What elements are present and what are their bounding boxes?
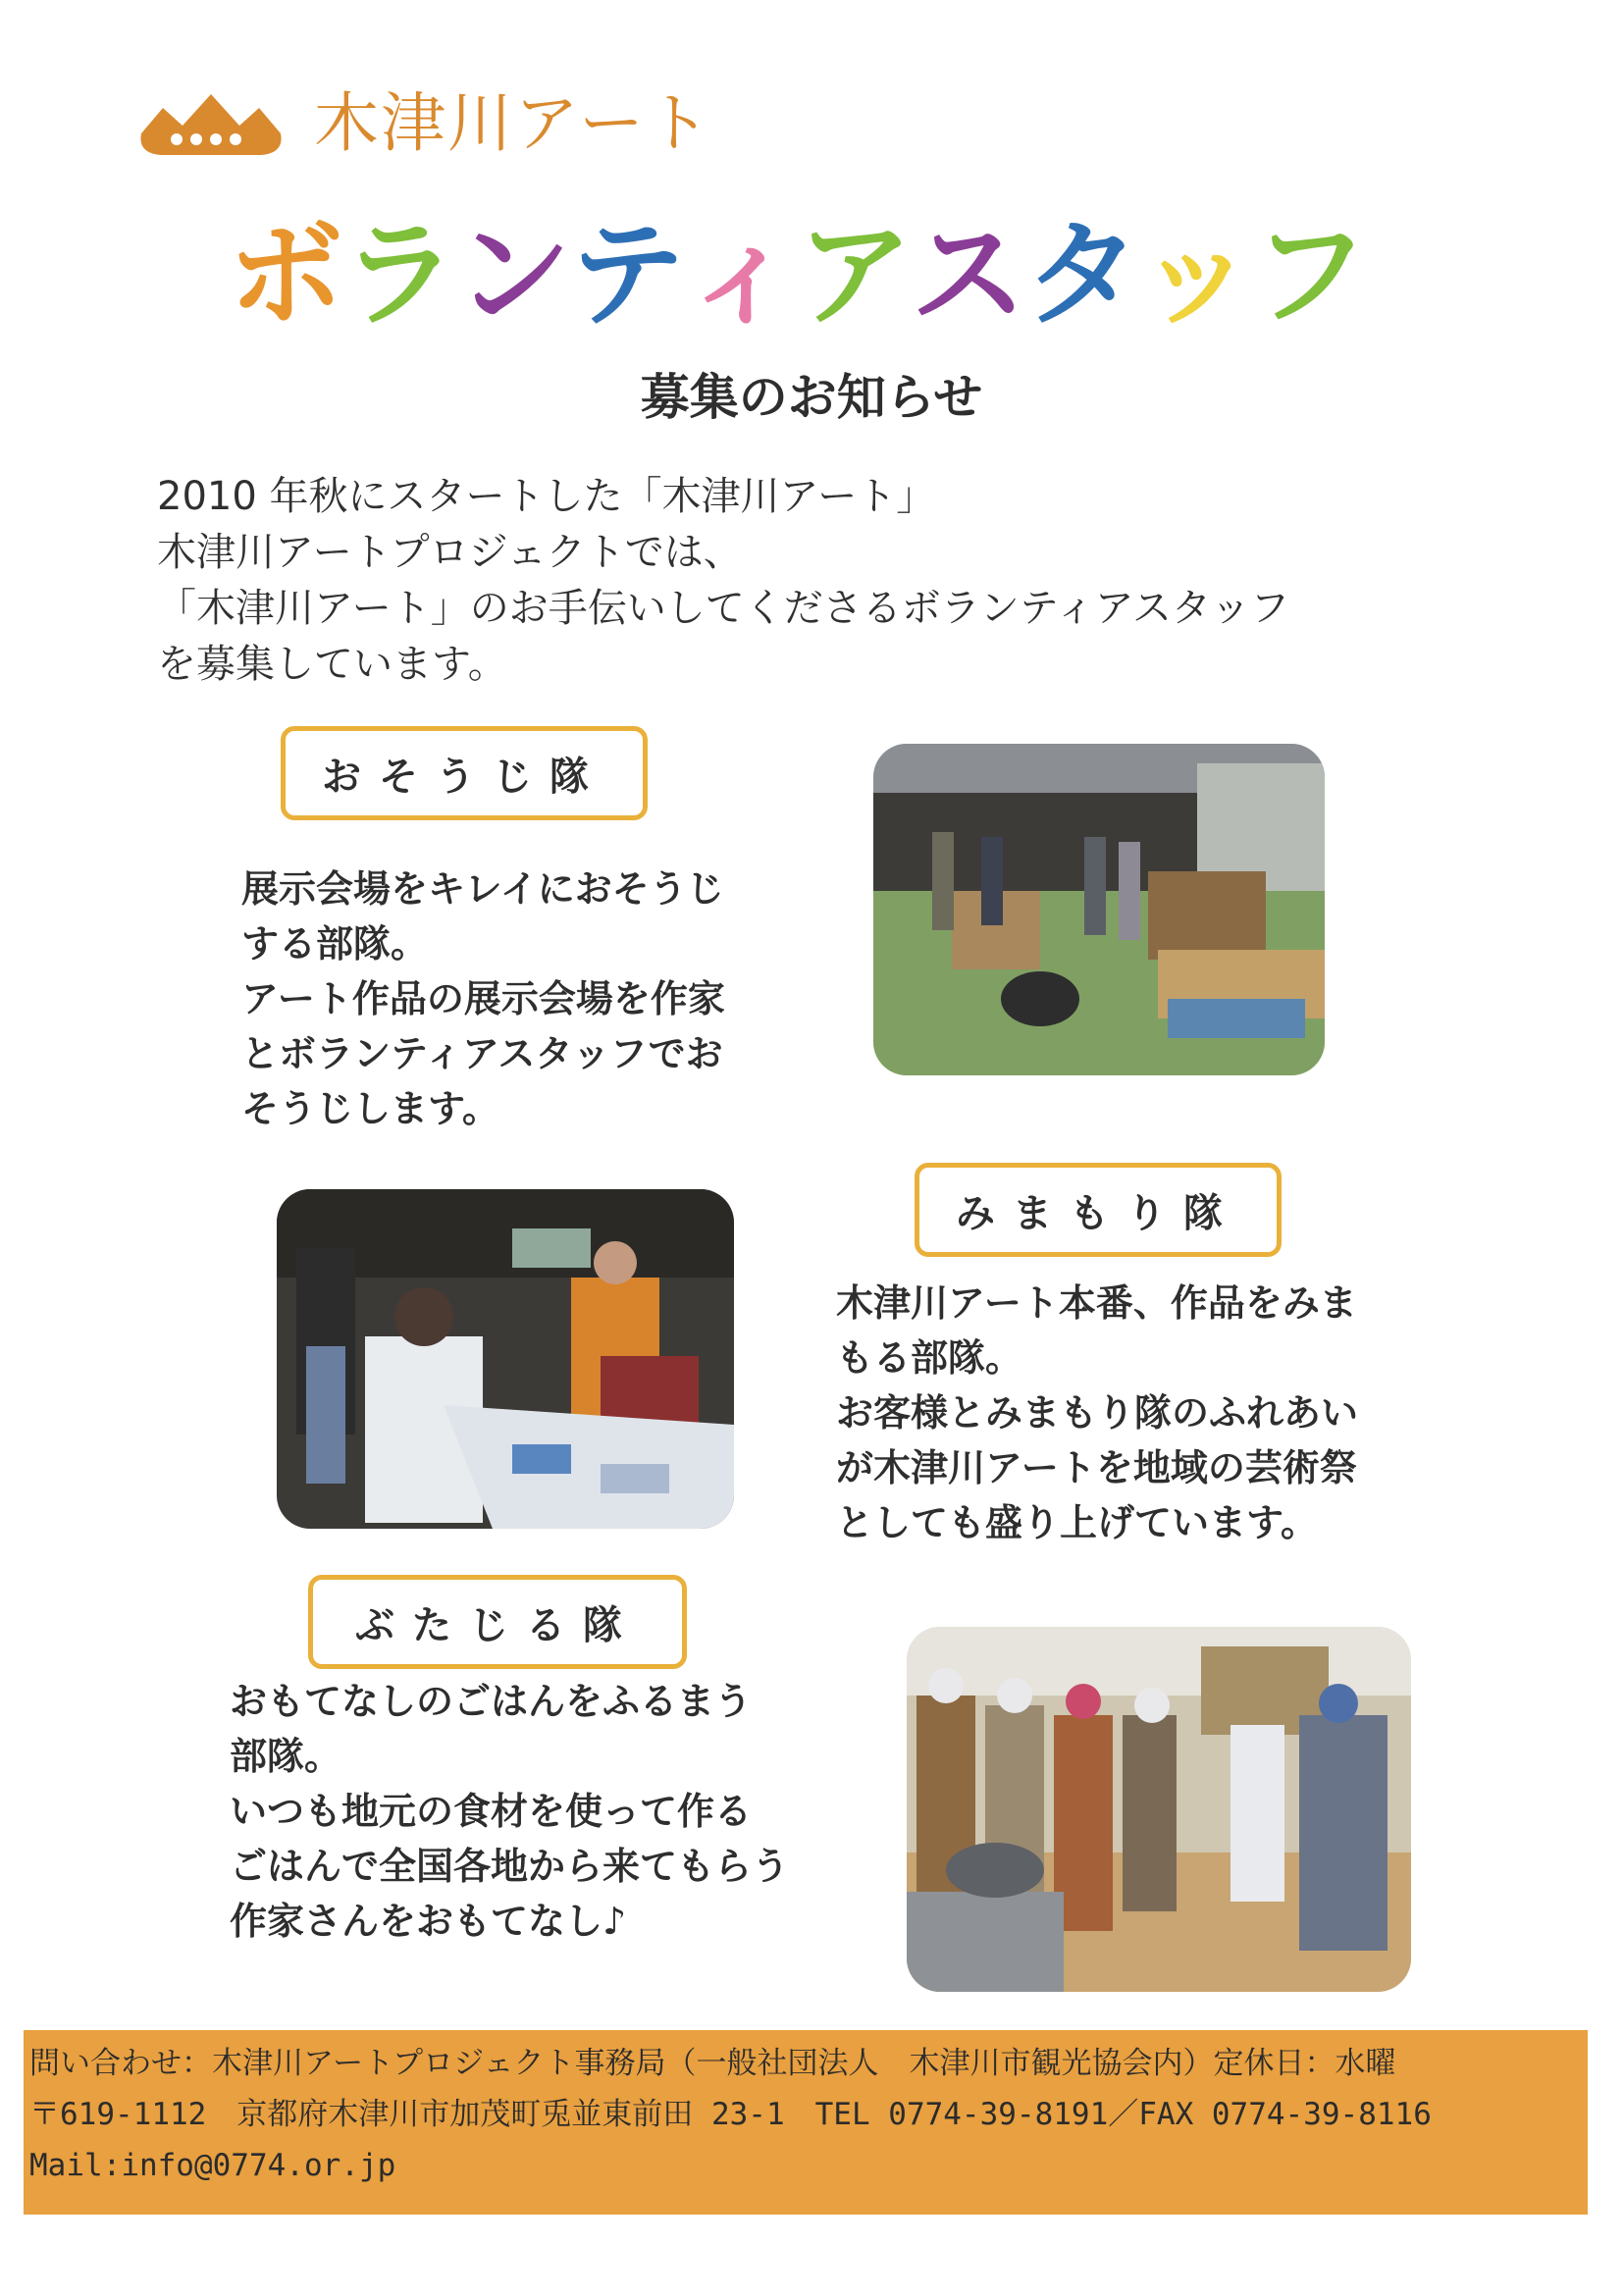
butajiru-photo bbox=[907, 1627, 1411, 1992]
butajiru-description: おもてなしのごはんをふるまう 部隊。 いつも地元の食材を使って作る ごはんで全国各地から来てもらう 作家さんをおもてなし♪ bbox=[230, 1680, 790, 1943]
contact-footer bbox=[24, 2030, 1588, 2215]
mimamori-photo bbox=[277, 1189, 734, 1529]
title-char-1: ラ bbox=[341, 207, 456, 342]
intro-text: 2010 年秋にスタートした「木津川アート」 木津川アートプロジェクトでは、 「木津川アート」のお手伝いしてくださるボランティアスタッフ を募集しています。 bbox=[157, 474, 1289, 687]
title-char-9: フ bbox=[1252, 207, 1367, 342]
contact-line-mail: Mail:info@0774.or.jp bbox=[29, 2148, 396, 2183]
title-char-3: テ bbox=[569, 207, 684, 342]
mimamori-label: みまもり隊 bbox=[915, 1163, 1282, 1257]
title-char-5: ア bbox=[797, 207, 912, 342]
page-title bbox=[228, 201, 1366, 348]
osouji-label: おそうじ隊 bbox=[281, 726, 648, 820]
title-char-0: ボ bbox=[228, 207, 342, 342]
title-char-6: ス bbox=[911, 207, 1025, 342]
title-char-4: ィ bbox=[683, 207, 798, 342]
mimamori-description: 木津川アート本番、作品をみま もる部隊。 お客様とみまもり隊のふれあい が木津川アートを地域の芸術祭 としても盛り上げています。 bbox=[836, 1281, 1359, 1544]
title-char-2: ン bbox=[455, 207, 570, 342]
page-subtitle: 募集のお知らせ bbox=[640, 369, 983, 426]
contact-line-inquiry: 問い合わせ：木津川アートプロジェクト事務局（一般社団法人 木津川市観光協会内）定休日：水曜 bbox=[29, 2046, 1396, 2081]
logo-mark bbox=[137, 90, 285, 157]
butajiru-label: ぶたじる隊 bbox=[308, 1575, 687, 1669]
logo-text: 木津川アート bbox=[314, 85, 713, 161]
title-char-8: ッ bbox=[1138, 207, 1253, 342]
title-char-7: タ bbox=[1024, 207, 1139, 342]
osouji-description: 展示会場をキレイにおそうじ する部隊。 アート作品の展示会場を作家 とボランティアスタッフでお そうじします。 bbox=[241, 867, 725, 1130]
contact-line-address: 〒619-1112 京都府木津川市加茂町兎並東前田 23-1 TEL 0774-39-8191／FAX 0774-39-8116 bbox=[29, 2097, 1432, 2132]
osouji-photo bbox=[873, 744, 1325, 1075]
